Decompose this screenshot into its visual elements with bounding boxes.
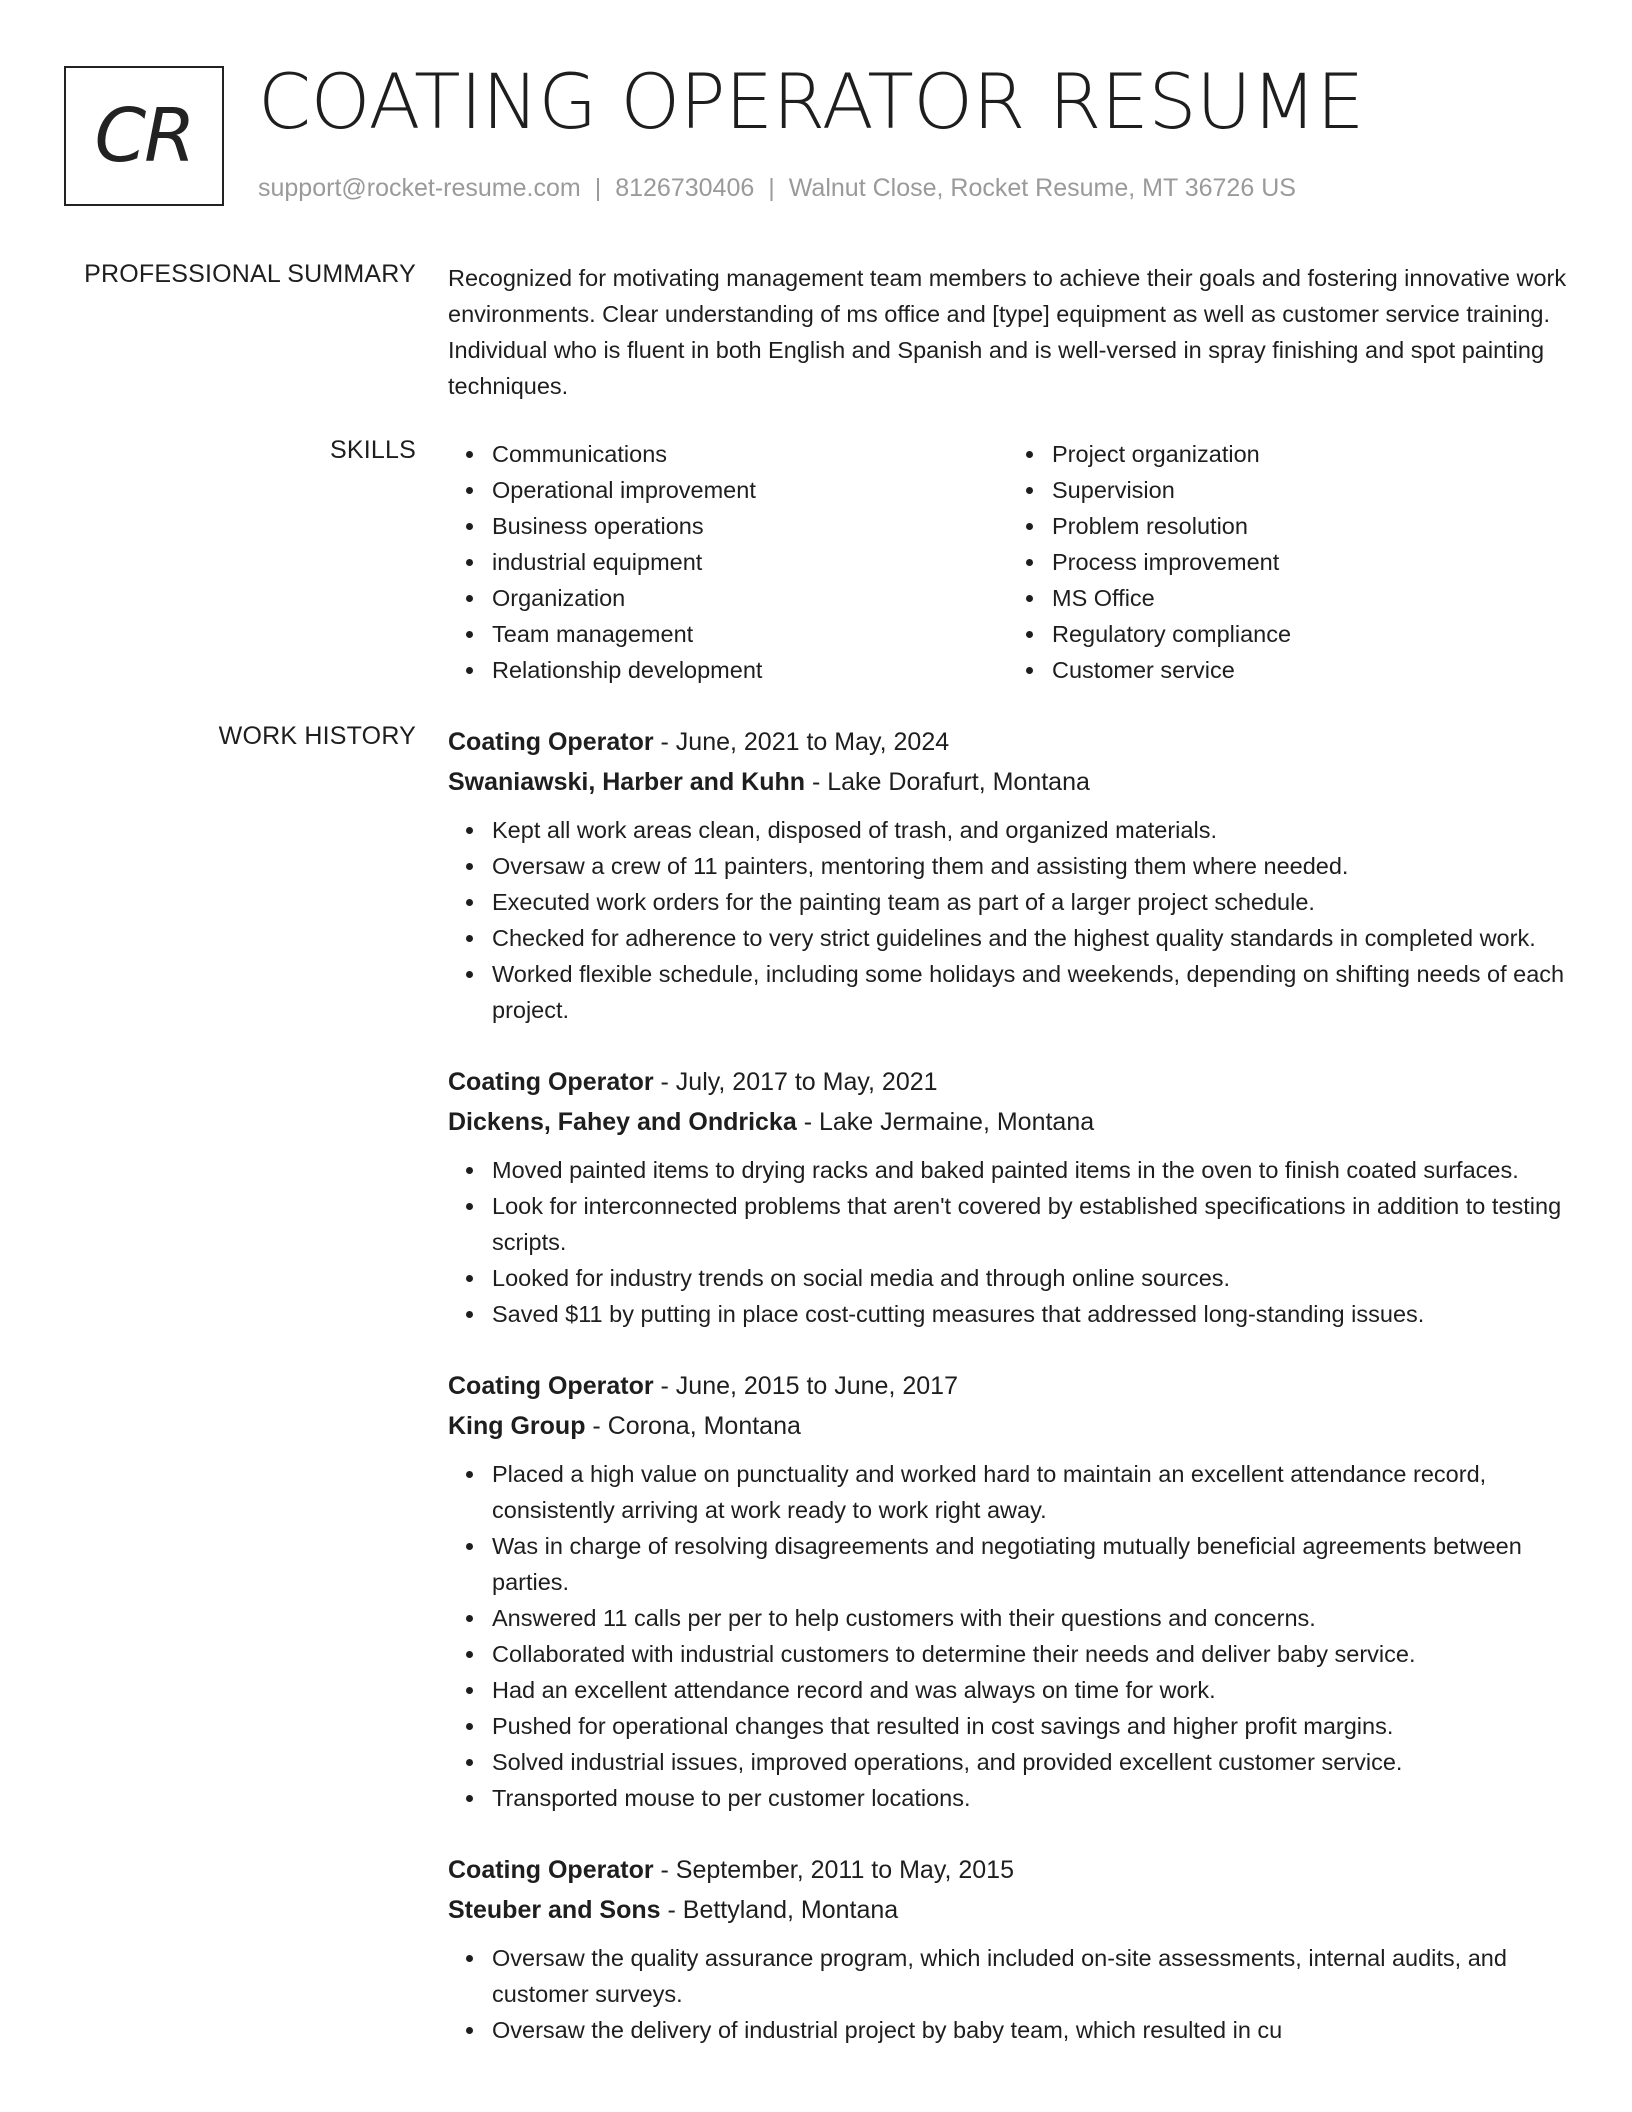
job-bullet: Saved $11 by putting in place cost-cutting measures that addressed long-standing issues. — [492, 1296, 1568, 1332]
job-location: - Corona, Montana — [585, 1412, 801, 1440]
job-title-line — [448, 1062, 1568, 1102]
job-entry — [448, 1850, 1568, 2048]
job-title: Coating Operator — [448, 1068, 654, 1096]
job-bullet: Was in charge of resolving disagreements and negotiating mutually beneficial agreements between parties. — [492, 1528, 1568, 1600]
job-bullet: Transported mouse to per customer locations. — [492, 1780, 1568, 1816]
job-entry — [448, 722, 1568, 1028]
skill-item: industrial equipment — [492, 544, 1008, 580]
section-label-work-history: WORK HISTORY — [218, 722, 416, 750]
job-dates: - June, 2015 to June, 2017 — [653, 1372, 958, 1400]
job-title: Coating Operator — [448, 1856, 654, 1884]
job-bullets — [448, 1456, 1568, 1816]
skill-item: Communications — [492, 436, 1008, 472]
contact-line — [258, 174, 1296, 203]
skill-item: Business operations — [492, 508, 1008, 544]
job-title: Coating Operator — [448, 1372, 654, 1400]
job-company: Swaniawski, Harber and Kuhn — [448, 768, 806, 796]
job-bullet: Looked for industry trends on social media and through online sources. — [492, 1260, 1568, 1296]
job-bullets — [448, 812, 1568, 1028]
job-bullet: Executed work orders for the painting team as part of a larger project schedule. — [492, 884, 1568, 920]
job-bullets — [448, 1152, 1568, 1332]
jobs-list — [448, 722, 1568, 2082]
job-title-line — [448, 722, 1568, 762]
monogram-logo: CR — [64, 66, 224, 206]
job-bullet: Moved painted items to drying racks and baked painted items in the oven to finish coated surfaces. — [492, 1152, 1568, 1188]
skill-item: Problem resolution — [1052, 508, 1568, 544]
job-bullet: Placed a high value on punctuality and worked hard to maintain an excellent attendance record, consistently arriving at work ready to work right away. — [492, 1456, 1568, 1528]
job-bullets — [448, 1940, 1568, 2048]
job-bullet: Kept all work areas clean, disposed of trash, and organized materials. — [492, 812, 1568, 848]
section-label-summary: PROFESSIONAL SUMMARY — [84, 260, 416, 288]
skill-item: Operational improvement — [492, 472, 1008, 508]
job-title-line — [448, 1366, 1568, 1406]
job-bullet: Oversaw the delivery of industrial project by baby team, which resulted in cu — [492, 2012, 1568, 2048]
contact-separator: | — [768, 174, 775, 202]
job-bullet: Oversaw the quality assurance program, which included on-site assessments, internal audits, and customer surveys. — [492, 1940, 1568, 2012]
skill-item: Customer service — [1052, 652, 1568, 688]
job-title: Coating Operator — [448, 728, 654, 756]
job-entry — [448, 1366, 1568, 1816]
skill-item: Project organization — [1052, 436, 1568, 472]
skills-list-right — [1008, 436, 1568, 688]
skill-item: Process improvement — [1052, 544, 1568, 580]
skill-item: Organization — [492, 580, 1008, 616]
contact-separator: | — [594, 174, 602, 202]
contact-address: Walnut Close, Rocket Resume, MT 36726 US — [788, 174, 1296, 202]
job-entry — [448, 1062, 1568, 1332]
job-title-line — [448, 1850, 1568, 1890]
job-bullet: Checked for adherence to very strict guidelines and the highest quality standards in completed work. — [492, 920, 1568, 956]
job-bullet: Pushed for operational changes that resulted in cost savings and higher profit margins. — [492, 1708, 1568, 1744]
job-dates: - September, 2011 to May, 2015 — [653, 1856, 1014, 1884]
job-location: - Lake Jermaine, Montana — [796, 1108, 1095, 1136]
section-label-skills: SKILLS — [330, 436, 416, 464]
job-bullet: Had an excellent attendance record and was always on time for work. — [492, 1672, 1568, 1708]
job-company-line — [448, 762, 1568, 802]
contact-phone[interactable]: 8126730406 — [615, 174, 755, 202]
job-bullet: Worked flexible schedule, including some holidays and weekends, depending on shifting needs of each project. — [492, 956, 1568, 1028]
skill-item: Team management — [492, 616, 1008, 652]
job-dates: - July, 2017 to May, 2021 — [653, 1068, 938, 1096]
job-company-line — [448, 1406, 1568, 1446]
skill-item: Relationship development — [492, 652, 1008, 688]
skill-item: Regulatory compliance — [1052, 616, 1568, 652]
job-bullet: Solved industrial issues, improved operations, and provided excellent customer service. — [492, 1744, 1568, 1780]
contact-email[interactable]: support@rocket-resume.com — [258, 174, 581, 202]
job-location: - Bettyland, Montana — [660, 1896, 899, 1924]
skills-list-left — [448, 436, 1008, 688]
summary-text: Recognized for motivating management team members to achieve their goals and fostering innovative work environments. Clear understanding of ms office and [type] equipment as well as customer service training. Individual who is fluent in both English and Spanish and is well-versed in spray finishing and spot painting techniques. — [448, 265, 1567, 399]
job-location: - Lake Dorafurt, Montana — [805, 768, 1090, 796]
job-company: Dickens, Fahey and Ondricka — [448, 1108, 797, 1136]
job-company-line — [448, 1102, 1568, 1142]
job-bullet: Collaborated with industrial customers to determine their needs and deliver baby service. — [492, 1636, 1568, 1672]
job-company: Steuber and Sons — [448, 1896, 661, 1924]
job-bullet: Look for interconnected problems that aren't covered by established specifications in addition to testing scripts. — [492, 1188, 1568, 1260]
job-dates: - June, 2021 to May, 2024 — [653, 728, 950, 756]
skill-item: MS Office — [1052, 580, 1568, 616]
job-bullet: Oversaw a crew of 11 painters, mentoring them and assisting them where needed. — [492, 848, 1568, 884]
job-company: King Group — [448, 1412, 586, 1440]
skill-item: Supervision — [1052, 472, 1568, 508]
job-company-line — [448, 1890, 1568, 1930]
resume-title: COATING OPERATOR RESUME — [258, 57, 1364, 146]
job-bullet: Answered 11 calls per per to help customers with their questions and concerns. — [492, 1600, 1568, 1636]
